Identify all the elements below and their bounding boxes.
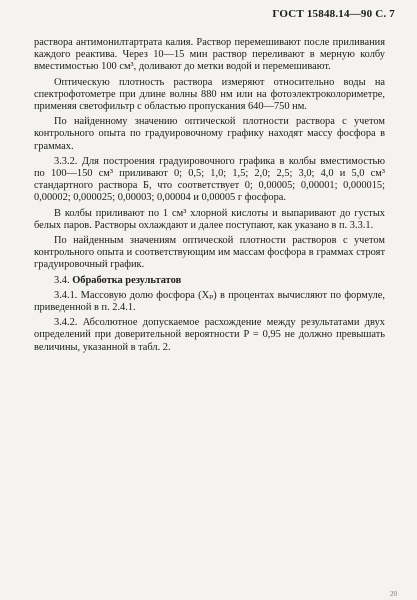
paragraph: 3.4.2. Абсолютное допускаемое расхождение между результатами двух определений при доверительной вероятности P = 0,95 не должно превышать величины, указанной в табл. 2. [34, 317, 385, 353]
paragraph: В колбы приливают по 1 см³ хлорной кислоты и выпаривают до густых белых паров. Растворы охлаждают и далее поступают, как указано в п. 3.3.1. [34, 207, 385, 231]
section-title: Обработка результатов [72, 274, 182, 286]
page-header: ГОСТ 15848.14—90 С. 7 [272, 8, 395, 20]
paragraph: 3.3.2. Для построения градуировочного графика в колбы вместимостью по 100—150 см³ приливают 0; 0,5; 1,0; 1,5; 2,0; 2,5; 3,0; 4,0 и 5,0 см³ стандартного раствора Б, что соответствует 0; 0,00005; 0,00001; 0,000015; 0,00002; 0,000025; 0,00003; 0,00004 и 0,00005 г фосфора. [34, 155, 385, 204]
section-heading [34, 275, 385, 287]
corner-page-mark: 20 [390, 590, 397, 598]
document-body [34, 37, 385, 357]
paragraph: Оптическую плотность раствора измеряют относительно воды на спектрофотометре при длине волны 880 нм или на фотоэлектроколориметре, применяя светофильтр с областью пропускания 640—750 нм. [34, 76, 385, 113]
section-number: 3.4. [54, 274, 70, 286]
paragraph: По найденному значению оптической плотности раствора с учетом контрольного опыта по градуировочному графику находят массу фосфора в граммах. [34, 116, 385, 152]
paragraph: 3.4.1. Массовую долю фосфора (Xₚ) в процентах вычисляют по формуле, приведенной в п. 2.4.1. [34, 289, 385, 314]
paragraph: раствора антимонилтартрата калия. Раствор перемешивают после приливания каждого реактива. Через 10—15 мин раствор переливают в мерную колбу вместимостью 100 см³, доливают до метки водой и перемешивают. [34, 37, 385, 73]
paragraph: По найденным значениям оптической плотности растворов с учетом контрольного опыта и соответствующим им массам фосфора в граммах строят градуировочный график. [34, 235, 385, 271]
